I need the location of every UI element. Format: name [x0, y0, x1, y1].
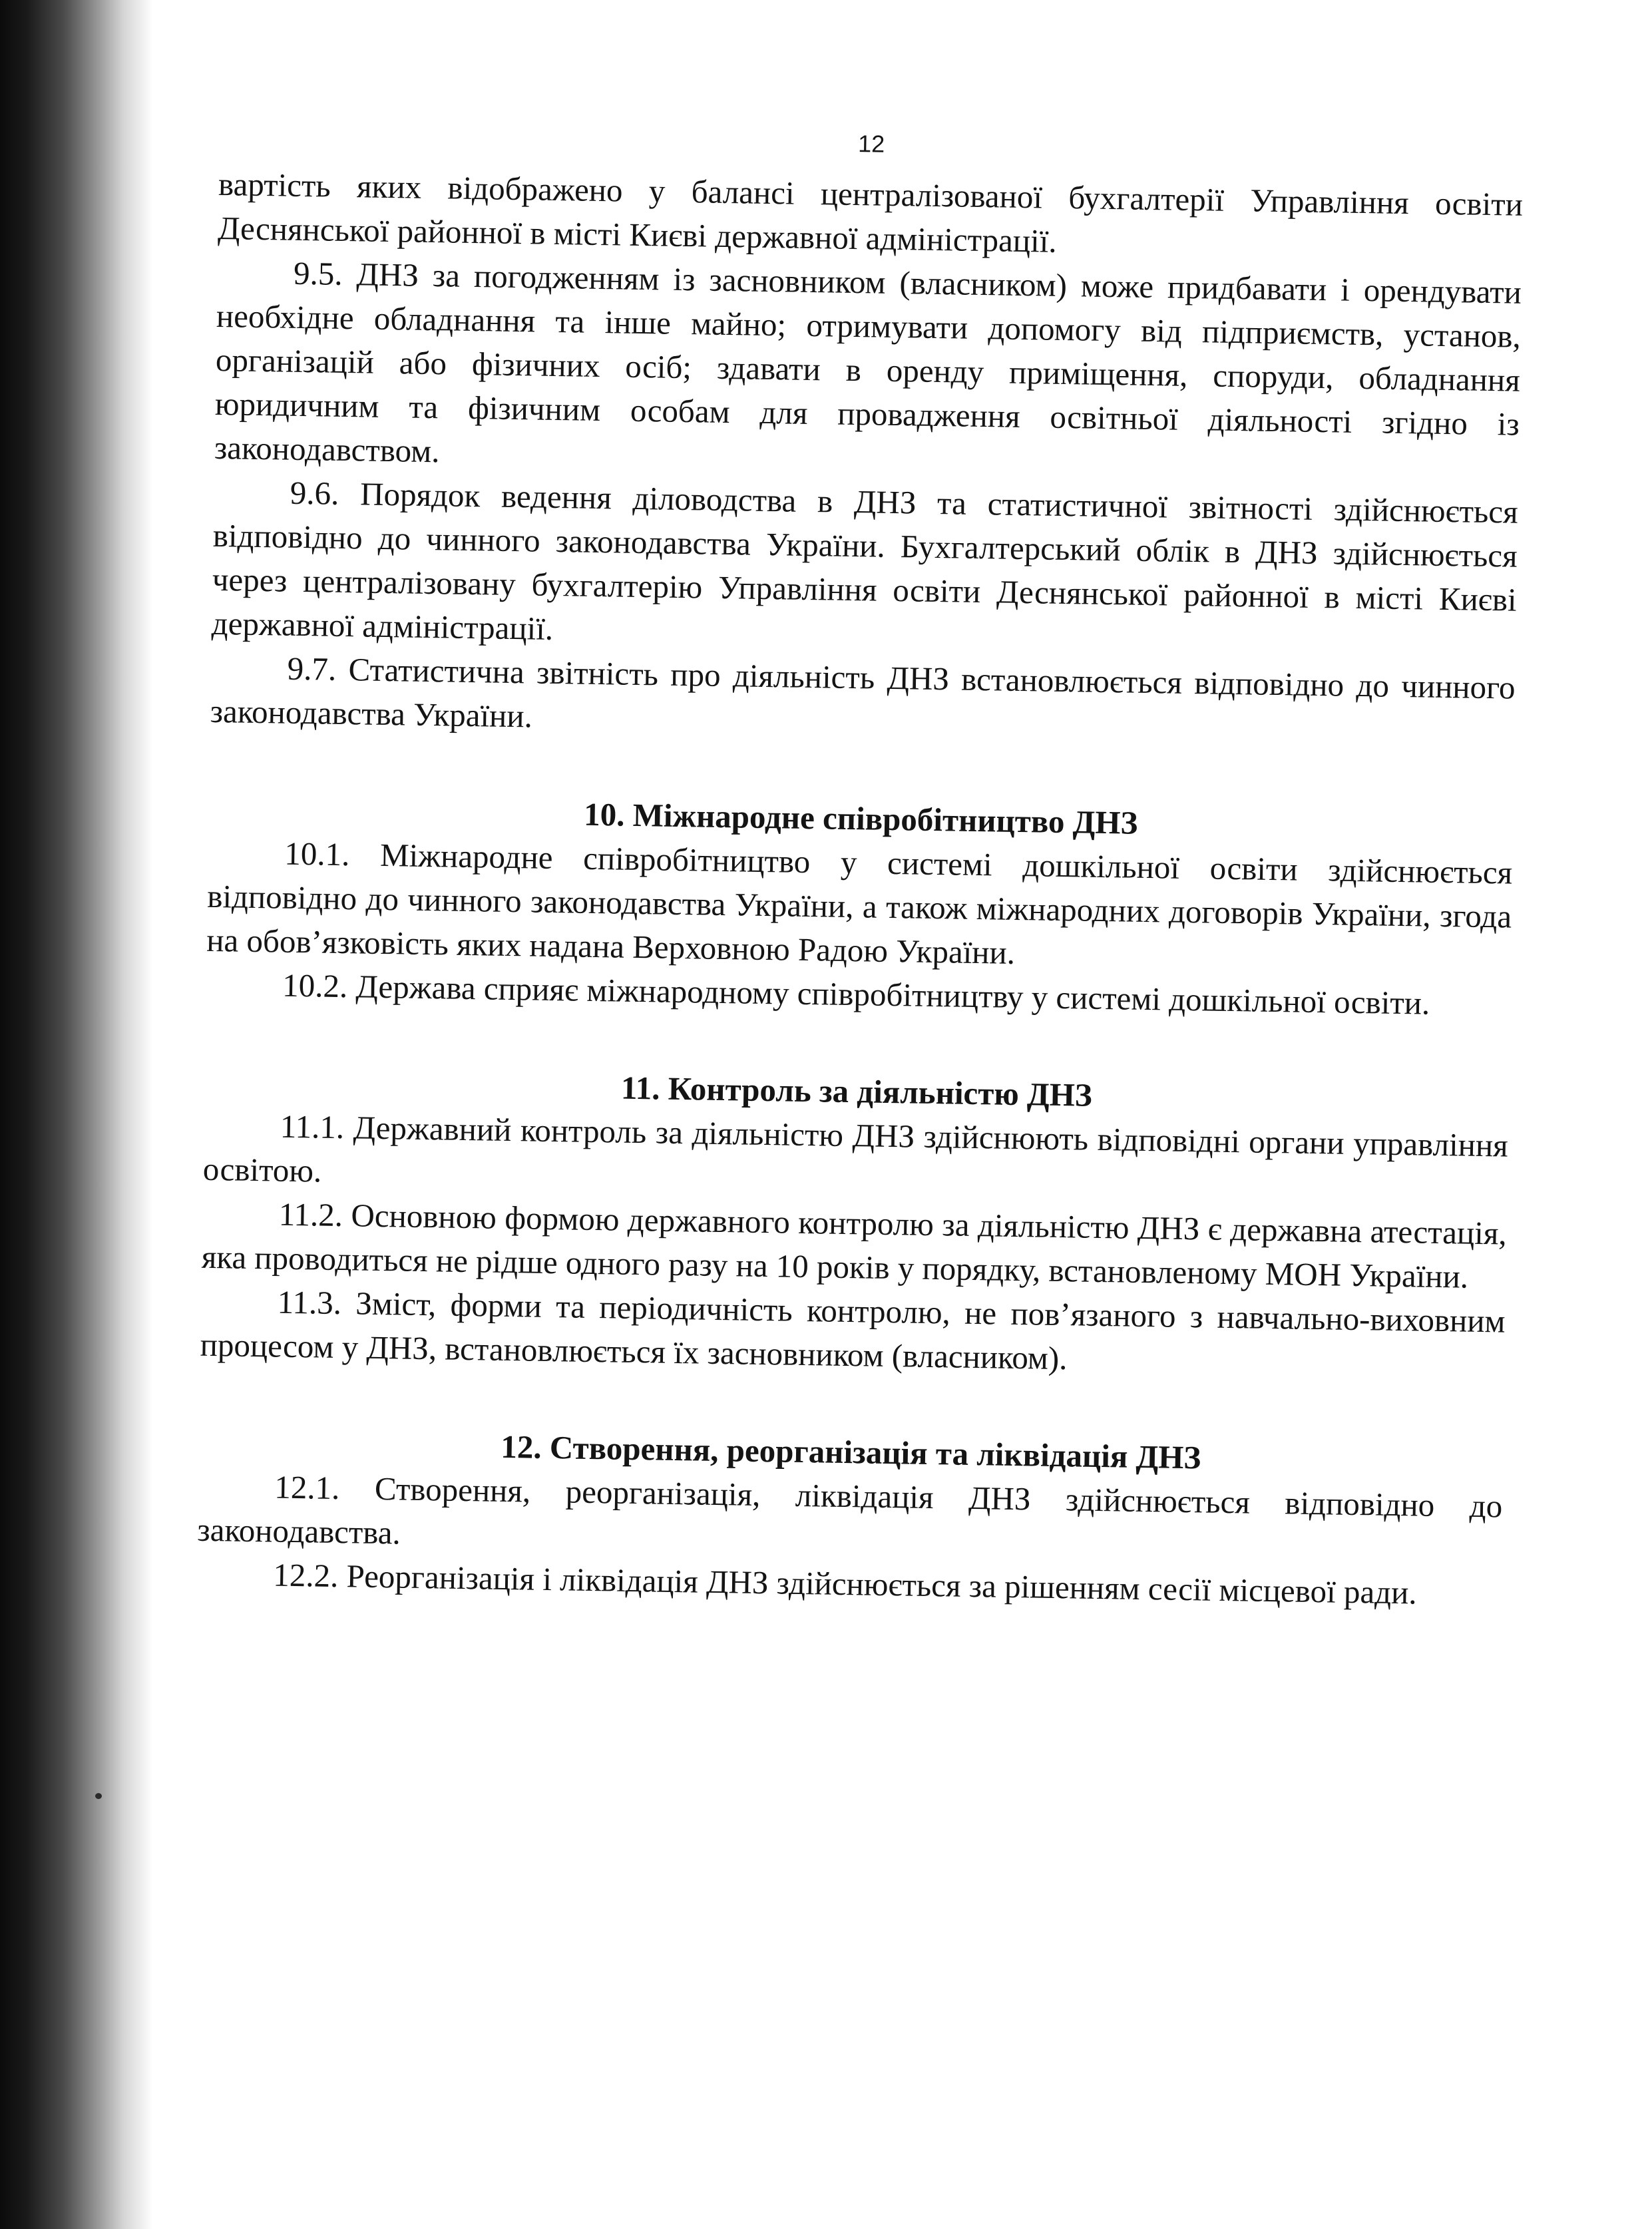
section-12-heading: 12. Створення, реорганізація та ліквідація ДНЗ: [501, 1428, 1201, 1476]
paragraph-9-7: 9.7. Статистична звітність про діяльність ДНЗ встановлюється відповідно до чинного законодавства України.: [210, 650, 1516, 735]
page-number: 12: [857, 130, 885, 158]
section-12: [196, 1420, 1504, 1617]
section-11: [200, 1060, 1509, 1388]
scan-shadow-edge: [0, 0, 153, 2229]
paragraph-12-2: 12.2. Реорганізація і ліквідація ДНЗ здійснюється за рішенням сесії місцевої ради.: [272, 1556, 1418, 1611]
section-11-heading: 11. Контроль за діяльністю ДНЗ: [620, 1069, 1093, 1114]
paragraph-10-2: 10.2. Держава сприяє міжнародному співробітництву у системі дошкільної освіти.: [282, 966, 1430, 1022]
paragraph-11-3: 11.3. Зміст, форми та періодичність контролю, не пов’язаного з навчально-виховним процесом у ДНЗ, встановлюється їх засновником (власником).: [200, 1283, 1506, 1377]
paragraph-9-4-continued: вартість яких відображено у балансі централізованої бухгалтерії Управління освіти Деснянської районної в місті Києві державної адміністрації.: [217, 165, 1524, 260]
scan-dot-mark: [95, 1793, 102, 1799]
paragraph-9-6: 9.6. Порядок ведення діловодства в ДНЗ та статистичної звітності здійснюється відповідно до чинного законодавства України. Бухгалтерський облік в ДНЗ здійснюється через централізовану бухгалтерію Управління освіти Деснянської районної в місті Києві державної адміністрації.: [211, 474, 1519, 647]
section-10-heading: 10. Міжнародне співробітництво ДНЗ: [583, 795, 1138, 841]
paragraph-9-5: 9.5. ДНЗ за погодженням із засновником (власником) може придбавати і орендувати необхідне обладнання та інше майно; отримувати допомогу від підприємств, установ, організацій або фізичних осіб; здавати в оренду приміщення, споруди, обладнання юридичним та фізичним особам для провадження освітньої діяльності згідно із законодавством.: [214, 254, 1522, 470]
section-9-continuation: [210, 162, 1523, 754]
paragraph-11-2: 11.2. Основною формою державного контролю за діяльністю ДНЗ є державна атестація, яка проводиться не рідше одного разу на 10 років у порядку, встановленому МОН України.: [201, 1195, 1508, 1295]
section-10: [206, 787, 1514, 1027]
paragraph-11-1: 11.1. Державний контроль за діяльністю ДНЗ здійснюють відповідні органи управління освітою.: [202, 1108, 1509, 1189]
paragraph-12-1: 12.1. Створення, реорганізація, ліквідація ДНЗ здійснюється відповідно до законодавства.: [196, 1468, 1503, 1551]
document-page: [196, 106, 1524, 1617]
paragraph-10-1: 10.1. Міжнародне співробітництво у системі дошкільної освіти здійснюється відповідно до чинного законодавства України, а також міжнародних договорів України, згода на обов’язковість яких надана Верховною Радою України.: [206, 835, 1513, 971]
